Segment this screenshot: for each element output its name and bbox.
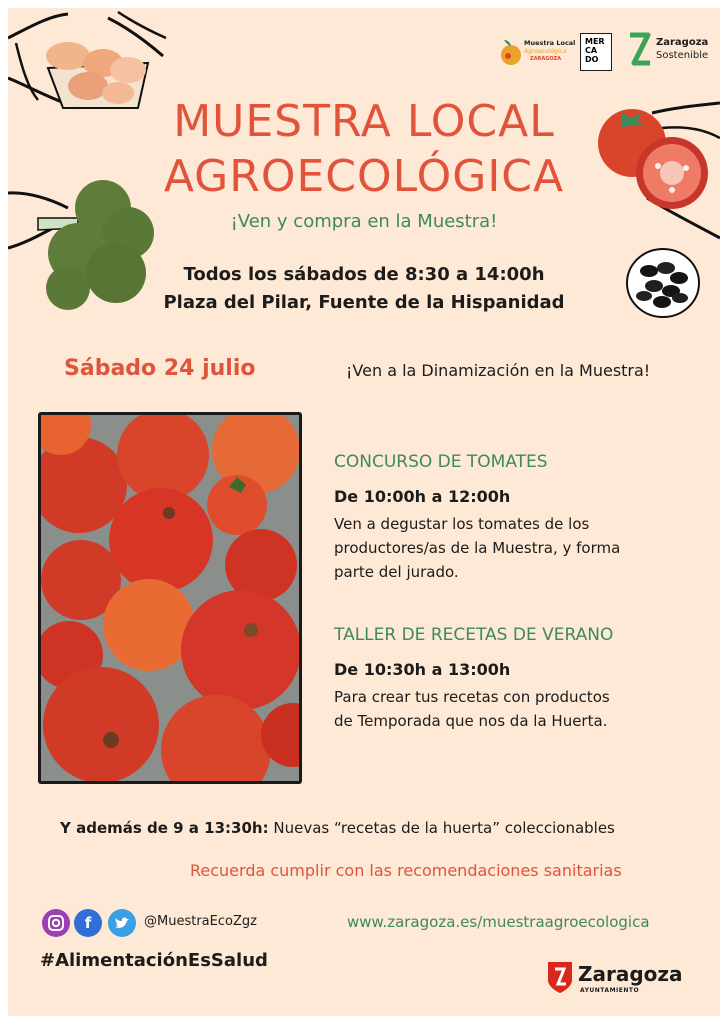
muestra-local-logo [500, 36, 576, 70]
zaragoza-sostenible-logo [628, 32, 708, 68]
extra-info-bold: Y además de 9 a 13:30h: [60, 819, 269, 837]
twitter-icon[interactable] [108, 909, 136, 937]
muestra-local-logo-line3: ZARAGOZA [530, 56, 562, 62]
social-handle[interactable]: @MuestraEcoZgz [144, 914, 257, 929]
website-url[interactable]: www.zaragoza.es/muestraagroecologica [347, 913, 650, 931]
zaragoza-sostenible-line2: Sostenible [656, 50, 709, 61]
mercado-logo-line1: MER [585, 37, 605, 46]
extra-info [60, 819, 615, 837]
main-title-line1: MUESTRA LOCAL [173, 96, 555, 147]
section1-desc [334, 512, 694, 584]
section1-desc-line3: parte del jurado. [334, 563, 459, 581]
zaragoza-z-icon [628, 32, 652, 66]
ayuntamiento-zaragoza-logo [546, 960, 696, 1000]
instagram-icon[interactable] [42, 909, 70, 937]
main-title-line2: AGROECOLÓGICA [163, 151, 565, 202]
muestra-local-logo-line1: Muestra Local [524, 39, 576, 47]
facebook-icon[interactable]: f [74, 909, 102, 937]
section1-time: De 10:00h a 12:00h [334, 487, 511, 506]
muestra-local-logo-line2: Agroecológica [524, 48, 567, 55]
tomatoes-photo [38, 412, 302, 784]
dinamizacion-text: ¡Ven a la Dinamización en la Muestra! [346, 361, 651, 380]
section2-title: TALLER DE RECETAS DE VERANO [334, 625, 614, 645]
section2-time: De 10:30h a 13:00h [334, 660, 511, 679]
event-date: Sábado 24 julio [64, 356, 256, 381]
fruit-basket-icon [500, 38, 522, 66]
section2-desc-line2: de Temporada que nos da la Huerta. [334, 712, 608, 730]
mercado-logo-line2: CA [585, 46, 598, 55]
footer-logo-name: Zaragoza [578, 962, 683, 986]
extra-info-text: Nuevas “recetas de la huerta” coleccionables [268, 819, 615, 837]
schedule-line1: Todos los sábados de 8:30 a 14:00h [183, 264, 545, 285]
mercado-logo-line3: DO [585, 55, 599, 64]
schedule-line2: Plaza del Pilar, Fuente de la Hispanidad [163, 292, 565, 313]
footer-logo-sub: AYUNTAMIENTO [580, 987, 640, 994]
section1-desc-line1: Ven a degustar los tomates de los [334, 515, 590, 533]
section2-desc [334, 685, 694, 733]
section1-title: CONCURSO DE TOMATES [334, 452, 548, 472]
subtitle: ¡Ven y compra en la Muestra! [230, 211, 498, 232]
health-reminder: Recuerda cumplir con las recomendaciones sanitarias [190, 861, 622, 880]
section1-desc-line2: productores/as de la Muestra, y forma [334, 539, 621, 557]
poster [8, 8, 720, 1016]
section2-desc-line1: Para crear tus recetas con productos [334, 688, 610, 706]
mercado-logo [580, 33, 612, 71]
hashtag: #AlimentaciónEsSalud [40, 950, 268, 971]
zaragoza-lion-shield-icon [546, 960, 574, 994]
zaragoza-sostenible-line1: Zaragoza [656, 37, 709, 48]
